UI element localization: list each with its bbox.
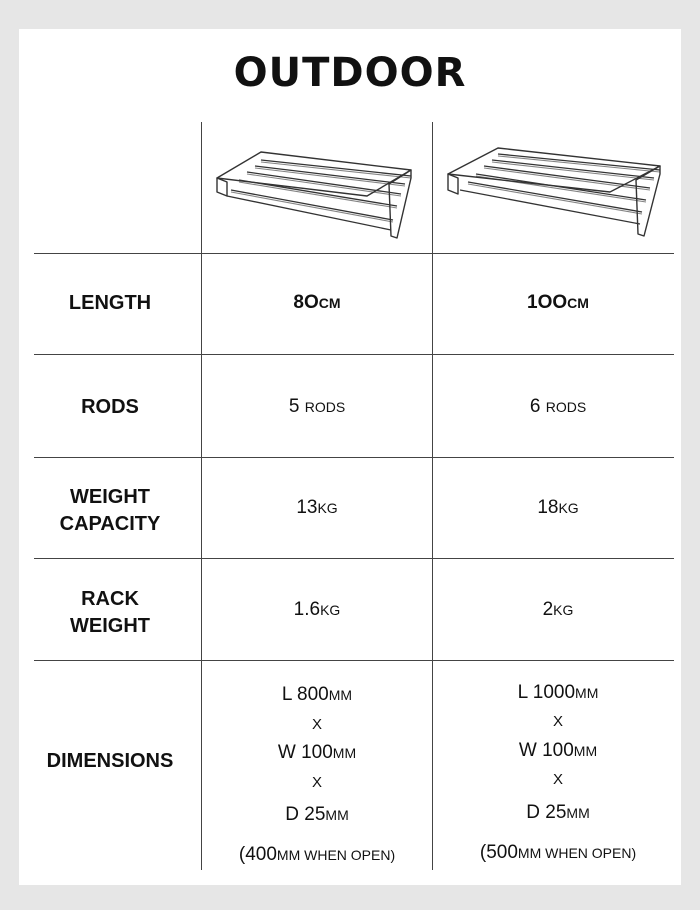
weight-capacity-line1: WEIGHT — [70, 486, 150, 508]
rods-80-value: 5 — [288, 396, 300, 417]
length-80-unit: CM — [318, 295, 341, 311]
rods-100-unit: RODS — [545, 399, 587, 415]
rods-100-cell — [433, 396, 683, 418]
rack-weight-80-cell — [202, 599, 432, 621]
rack-weight-100-cell — [433, 599, 683, 621]
dim-100-open-value: (500 — [479, 842, 518, 863]
weight-capacity-line2: CAPACITY — [59, 513, 161, 535]
dimensions-100-cell — [433, 680, 683, 870]
length-100-unit: CM — [567, 295, 589, 311]
dim-80-depth-value: D 25 — [285, 804, 326, 825]
row-label-dimensions: DIMENSIONS — [46, 750, 174, 772]
dim-80-x2: X — [311, 774, 322, 791]
length-80-value: 8O — [293, 292, 319, 313]
row-divider-4 — [34, 558, 674, 559]
capacity-100-cell — [433, 497, 683, 519]
dim-80-x1: X — [311, 716, 322, 733]
dim-80-width-value: W 100 — [277, 742, 333, 763]
rack-weight-100-unit: KG — [553, 602, 574, 618]
row-label-rack-weight — [18, 586, 202, 640]
row-divider-2 — [34, 354, 674, 355]
row-label-rods: RODS — [81, 396, 139, 418]
dim-100-width-unit: MM — [573, 743, 598, 759]
capacity-100-value: 18 — [537, 497, 559, 518]
length-100-cell — [433, 292, 683, 314]
rack-weight-80-unit: KG — [320, 602, 341, 618]
dim-100-depth-value: D 25 — [526, 802, 567, 823]
row-label-weight-capacity — [18, 484, 202, 538]
dim-80-length-value: L 800 — [281, 684, 329, 705]
capacity-80-value: 13 — [296, 497, 318, 518]
capacity-80-unit: KG — [317, 500, 338, 516]
rack-weight-80-value: 1.6 — [293, 599, 321, 620]
rack-80cm-illustration — [215, 150, 415, 242]
dim-80-length-unit: MM — [328, 687, 353, 703]
row-divider-1 — [34, 253, 674, 254]
rods-80-unit: RODS — [304, 399, 346, 415]
row-divider-3 — [34, 457, 674, 458]
length-100-value: 1OO — [527, 292, 568, 313]
capacity-80-cell — [202, 497, 432, 519]
rack-100cm-illustration — [446, 146, 664, 240]
page-title: OUTDOOR — [233, 50, 467, 96]
length-80-cell — [202, 292, 432, 314]
rack-weight-100-value: 2 — [542, 599, 554, 620]
dim-100-x2: X — [552, 771, 563, 788]
row-label-length: LENGTH — [68, 292, 152, 314]
dim-80-open-unit: MM WHEN OPEN) — [276, 847, 396, 863]
dim-100-depth-unit: MM — [566, 805, 590, 821]
dim-100-length-unit: MM — [575, 685, 599, 701]
dim-100-open-unit: MM WHEN OPEN) — [517, 845, 637, 861]
capacity-100-unit: KG — [558, 500, 579, 516]
rack-weight-line2: WEIGHT — [70, 615, 150, 637]
dim-100-x1: X — [552, 713, 563, 730]
dim-80-depth-unit: MM — [325, 807, 349, 823]
dim-100-length-value: L 1000 — [517, 682, 576, 703]
dim-80-open-value: (400 — [238, 844, 277, 865]
dim-100-width-value: W 100 — [518, 740, 574, 761]
dim-80-width-unit: MM — [332, 745, 357, 761]
rods-80-cell — [202, 396, 432, 418]
row-divider-5 — [34, 660, 674, 661]
rods-100-value: 6 — [529, 396, 541, 417]
dimensions-80-cell — [202, 680, 432, 870]
rack-weight-line1: RACK — [81, 588, 139, 610]
